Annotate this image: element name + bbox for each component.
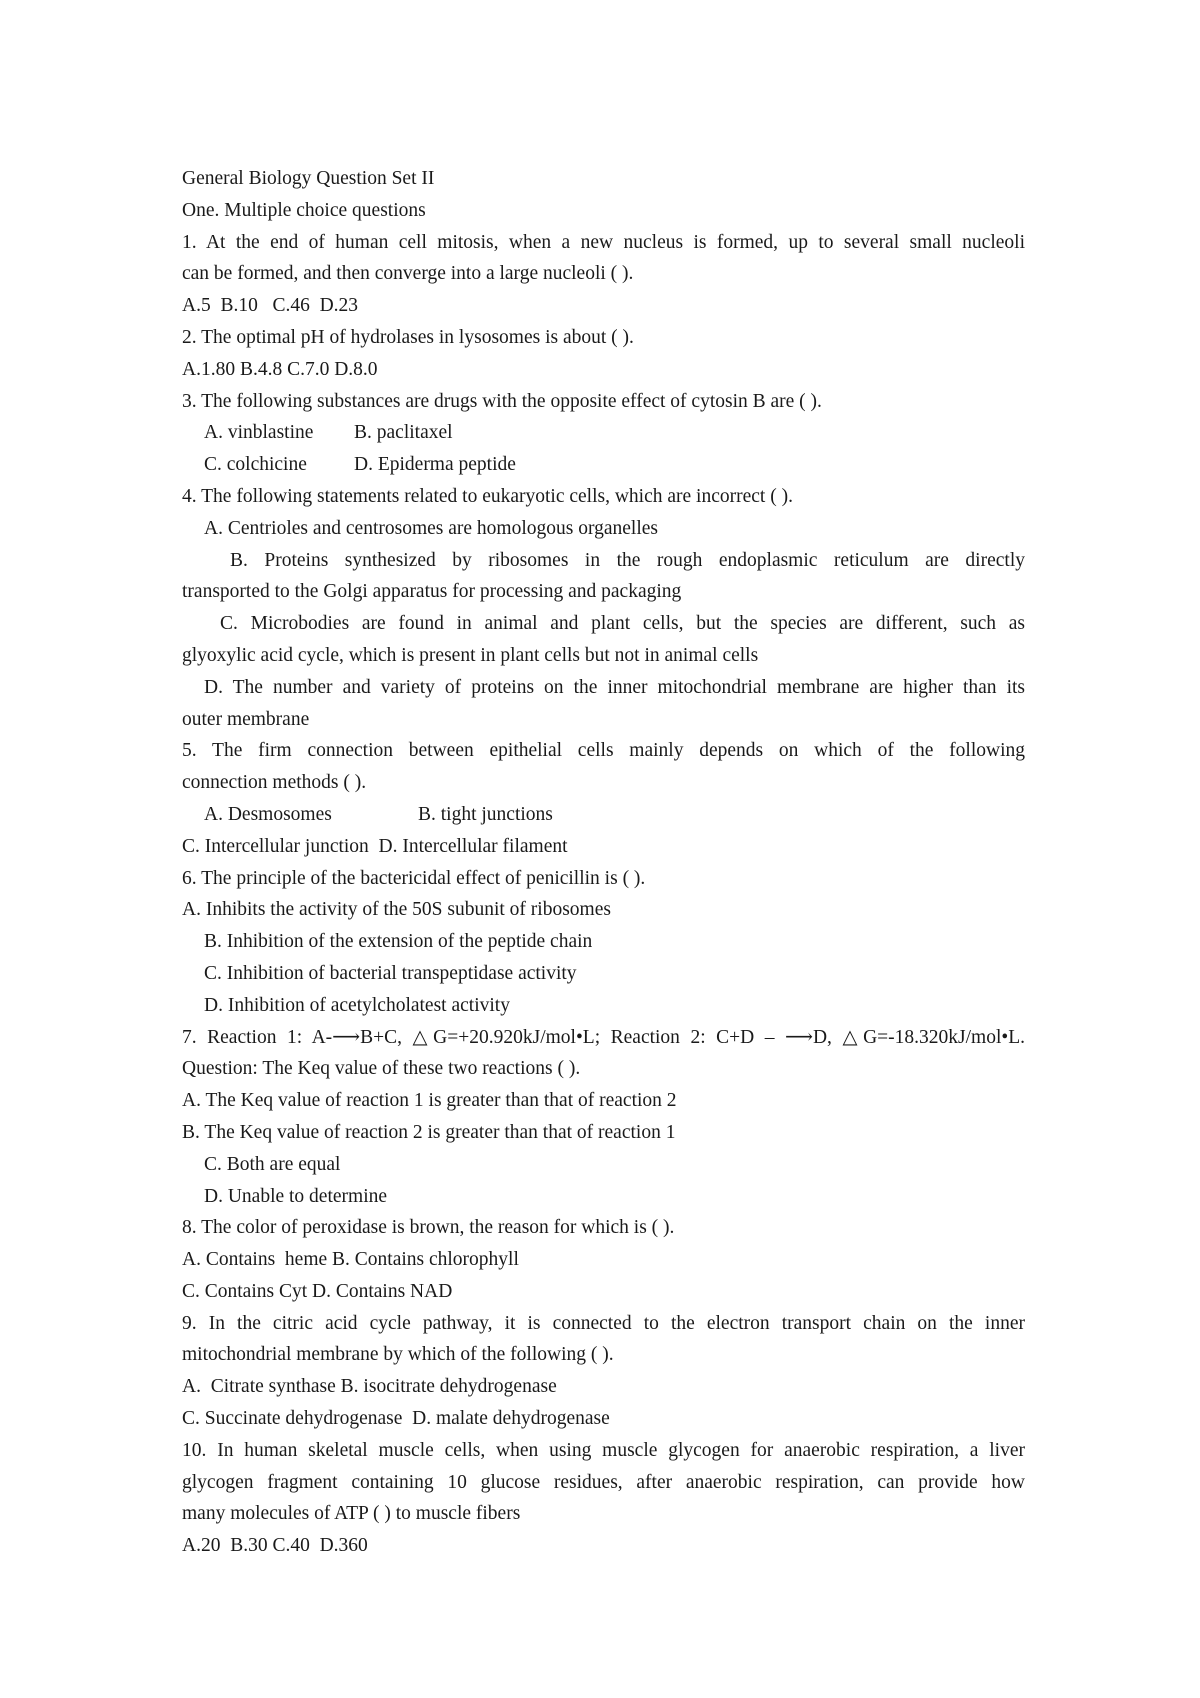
option-a: A. vinblastine — [204, 422, 314, 444]
question-4-option-d-line-2: outer membrane — [182, 708, 310, 730]
option-c: C. colchicine — [204, 454, 307, 476]
question-8-options-cd: C. Contains Cyt D. Contains NAD — [182, 1280, 453, 1302]
question-4-line-1: 4. The following statements related to eukaryotic cells, which are incorrect ( ). — [182, 485, 793, 507]
question-5-options-cd: C. Intercellular junction D. Intercellular filament — [182, 835, 568, 857]
question-10-line-2: glycogen fragment containing 10 glucose residues, after anaerobic respiration, can provide how — [182, 1471, 1025, 1493]
question-1-line-2: can be formed, and then converge into a large nucleoli ( ). — [182, 263, 634, 285]
question-6-option-c: C. Inhibition of bacterial transpeptidase activity — [204, 962, 577, 984]
question-4-option-b-line-2: transported to the Golgi apparatus for processing and packaging — [182, 581, 682, 603]
question-8-options-ab: A. Contains heme B. Contains chlorophyll — [182, 1249, 519, 1271]
question-6-line-1: 6. The principle of the bactericidal effect of penicillin is ( ). — [182, 867, 646, 889]
question-3-line-1: 3. The following substances are drugs with the opposite effect of cytosin B are ( ). — [182, 390, 822, 412]
question-7-line-2: Question: The Keq value of these two reactions ( ). — [182, 1058, 581, 1080]
question-4-option-c-line-2: glyoxylic acid cycle, which is present in plant cells but not in animal cells — [182, 644, 759, 666]
question-2-options: A.1.80 B.4.8 C.7.0 D.8.0 — [182, 358, 378, 380]
question-7-option-a: A. The Keq value of reaction 1 is greater than that of reaction 2 — [182, 1090, 677, 1112]
question-4-option-c-line-1: C. Microbodies are found in animal and plant cells, but the species are different, such as — [220, 613, 1025, 635]
question-7-line-1: 7. Reaction 1: A-⟶B+C, △G=+20.920kJ/mol•L; Reaction 2: C+D – ⟶D, △G=-18.320kJ/mol•L. — [182, 1026, 1025, 1048]
question-6-option-a: A. Inhibits the activity of the 50S subunit of ribosomes — [182, 899, 611, 921]
document-page — [182, 163, 1025, 1562]
question-6-option-b: B. Inhibition of the extension of the peptide chain — [204, 931, 593, 953]
section-heading: One. Multiple choice questions — [182, 199, 426, 221]
question-10-line-3: many molecules of ATP ( ) to muscle fibers — [182, 1503, 521, 1525]
question-5-options-ab — [182, 799, 1025, 831]
question-10-line-1: 10. In human skeletal muscle cells, when using muscle glycogen for anaerobic respiration, a liver — [182, 1439, 1025, 1461]
question-1-options: A.5 B.10 C.46 D.23 — [182, 295, 359, 317]
question-6-option-d: D. Inhibition of acetylcholatest activity — [204, 994, 510, 1016]
question-4-option-b-line-1: B. Proteins synthesized by ribosomes in the rough endoplasmic reticulum are directly — [230, 549, 1025, 571]
option-d: D. Epiderma peptide — [354, 454, 516, 476]
document-title: General Biology Question Set II — [182, 168, 435, 189]
question-3-options-ab — [182, 417, 1025, 449]
question-1-line-1: 1. At the end of human cell mitosis, when a new nucleus is formed, up to several small nucleoli — [182, 231, 1025, 253]
question-9-options-cd: C. Succinate dehydrogenase D. malate dehydrogenase — [182, 1408, 610, 1430]
question-4-option-d-line-1: D. The number and variety of proteins on the inner mitochondrial membrane are higher than its — [204, 676, 1025, 698]
question-2-line-1: 2. The optimal pH of hydrolases in lysosomes is about ( ). — [182, 326, 634, 348]
option-a: A. Desmosomes — [204, 803, 332, 825]
question-10-options: A.20 B.30 C.40 D.360 — [182, 1535, 368, 1557]
option-b: B. paclitaxel — [354, 422, 453, 444]
question-9-options-ab: A. Citrate synthase B. isocitrate dehydrogenase — [182, 1376, 557, 1398]
question-9-line-1: 9. In the citric acid cycle pathway, it is connected to the electron transport chain on the inner — [182, 1312, 1025, 1334]
option-b: B. tight junctions — [418, 803, 553, 825]
question-7-option-b: B. The Keq value of reaction 2 is greater than that of reaction 1 — [182, 1121, 676, 1143]
question-5-line-2: connection methods ( ). — [182, 772, 367, 794]
question-7-option-d: D. Unable to determine — [204, 1185, 388, 1207]
question-7-option-c: C. Both are equal — [204, 1153, 341, 1175]
question-5-line-1: 5. The firm connection between epithelial cells mainly depends on which of the following — [182, 740, 1025, 762]
question-9-line-2: mitochondrial membrane by which of the following ( ). — [182, 1344, 614, 1366]
question-8-line-1: 8. The color of peroxidase is brown, the reason for which is ( ). — [182, 1217, 675, 1239]
question-4-option-a: A. Centrioles and centrosomes are homologous organelles — [204, 517, 658, 539]
question-3-options-cd — [182, 449, 1025, 481]
